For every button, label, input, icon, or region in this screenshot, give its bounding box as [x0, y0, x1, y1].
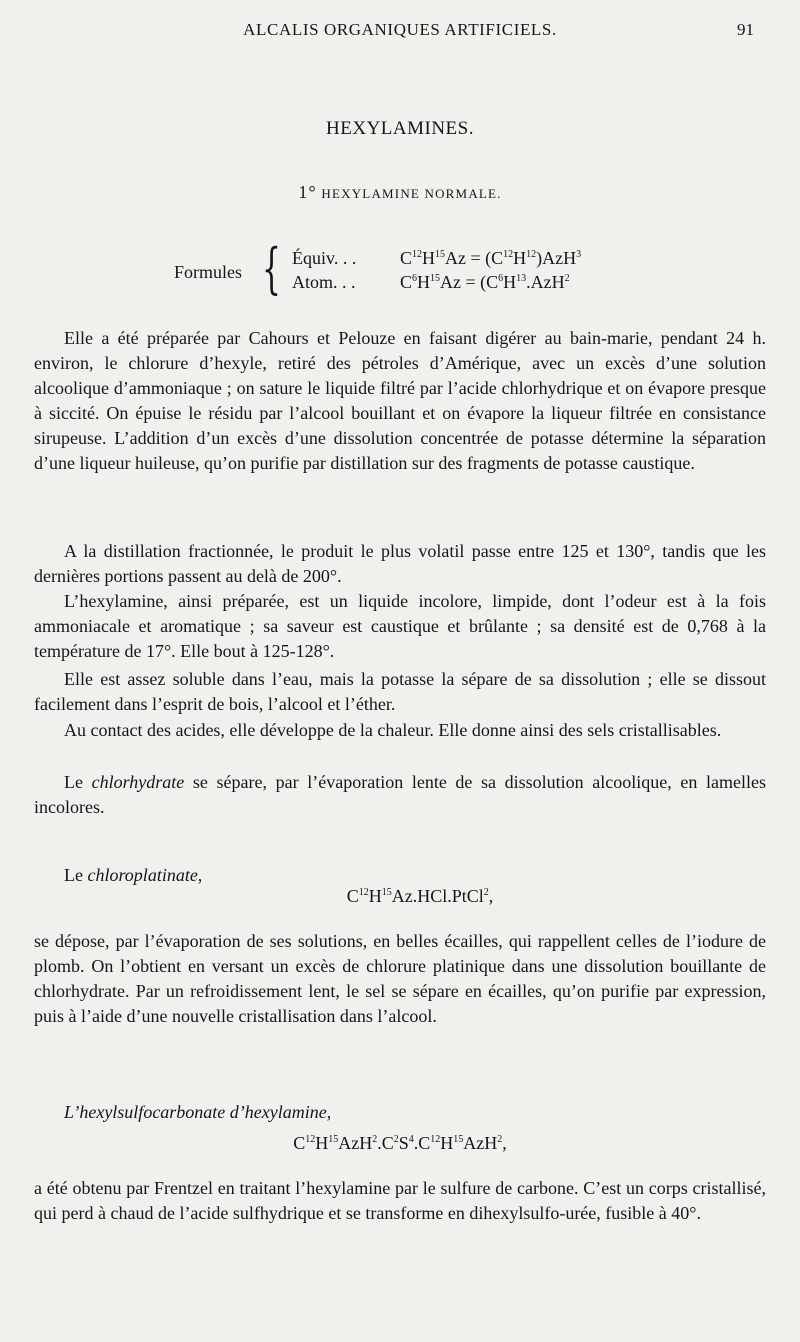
text-run: Le [64, 865, 88, 885]
paragraph-sulfocarbonate-intro [34, 1100, 766, 1125]
page-header [0, 16, 800, 44]
formula-label: Formules [174, 262, 243, 282]
formula-kind: Atom. . . [292, 272, 356, 292]
paragraph-chlorhydrate [34, 770, 766, 820]
page-number: 91 [737, 20, 754, 39]
formula-expression: $C^6H^{15}Az = (C^6H^{13}.AzH^2$ [400, 272, 570, 292]
text-run: Le [64, 772, 92, 792]
paragraph-frentzel: a été obtenu par Frentzel en traitant l’hexylamine par le sulfure de carbone. C’est un corps cristallisé, qui perd à chaud de l’acide sulfhydrique et se transforme en dihexylsulfo-urée, fusible à 40°. [34, 1178, 766, 1223]
subsection-number: 1° [298, 182, 317, 202]
paragraph-preparation: Elle a été préparée par Cahours et Pelouze en faisant digérer au bain-marie, pendant 24 h. environ, le chlorure d’hexyle, retiré des pétroles d’Amérique, avec un excès d’une solution alcoolique d’ammoniaque ; on sature le liquide filtré par l’acide chlorhydrique et on évapore presque à siccité. On épuise le résidu par l’alcool bouillant et on évapore la liqueur filtrée en consistance sirupeuse. L’addition d’un excès d’une dissolution concentrée de potasse détermine la séparation d’une liqueur huileuse, qu’on purifie par distillation sur des fragments de potasse caustique. [34, 328, 766, 473]
formula-block [174, 237, 654, 304]
section-title: HEXYLAMINES. [326, 118, 474, 139]
paragraph-chloroplatinate-intro [34, 863, 766, 888]
paragraph-properties: L’hexylamine, ainsi préparée, est un liquide incolore, limpide, dont l’odeur est à la fois ammoniacale et aromatique ; sa saveur est caustique et brûlante ; sa densité est de 0,768 à la température de 17°. Elle bout à 125-128°. [34, 591, 766, 661]
formula-kind: Équiv. . . [292, 248, 357, 268]
term-sulfocarbonate: L’hexylsulfocarbonate d’hexylamine, [64, 1102, 332, 1122]
paragraph-chloroplatinate-details: se dépose, par l’évaporation de ses solutions, en belles écailles, qui rappellent celles de l’iodure de plomb. On l’obtient en versant un excès de chlorure platinique dans une dissolution bouillante de chlorhydrate. Par un refroidissement lent, le sel se sépare en écailles, qu’on purifie par expression, puis à l’aide d’une nouvelle cristallisation dans l’alcool. [34, 931, 766, 1026]
subsection-name: HEXYLAMINE NORMALE. [321, 186, 502, 201]
formula-expression: $C^{12}H^{15}Az = (C^{12}H^{12})AzH^3$ [400, 248, 582, 268]
formula-row-equiv [292, 248, 581, 269]
brace-symbol: { [262, 237, 281, 300]
paragraph-solubility: Elle est assez soluble dans l’eau, mais la potasse la sépare de sa dissolution ; elle se dissout facilement dans l’esprit de bois, l’alcool et l’éther. [34, 669, 766, 714]
term-chlorhydrate: chlorhydrate [91, 772, 185, 792]
paragraph-acids: Au contact des acides, elle développe de la chaleur. Elle donne ainsi des sels cristallisables. [64, 720, 722, 740]
subsection-title [0, 182, 800, 203]
term-chloroplatinate: chloroplatinate, [87, 865, 203, 885]
chloroplatinate-formula: $C^{12}H^{15}Az.HCl.PtCl^2$, [346, 886, 494, 906]
sulfocarbonate-formula: $C^{12}H^{15}AzH^2.C^2S^4.C^{12}H^{15}AzH^2$, [293, 1133, 507, 1153]
running-title: ALCALIS ORGANIQUES ARTIFICIELS. [243, 20, 557, 39]
text-run: se sépare, par l’évaporation lente de sa dissolution alcoolique, en lamelles incolores. [34, 772, 767, 817]
formula-row-atom [292, 272, 570, 293]
paragraph-distillation: A la distillation fractionnée, le produit le plus volatil passe entre 125 et 130°, tandis que les dernières portions passent au delà de 200°. [34, 541, 766, 586]
